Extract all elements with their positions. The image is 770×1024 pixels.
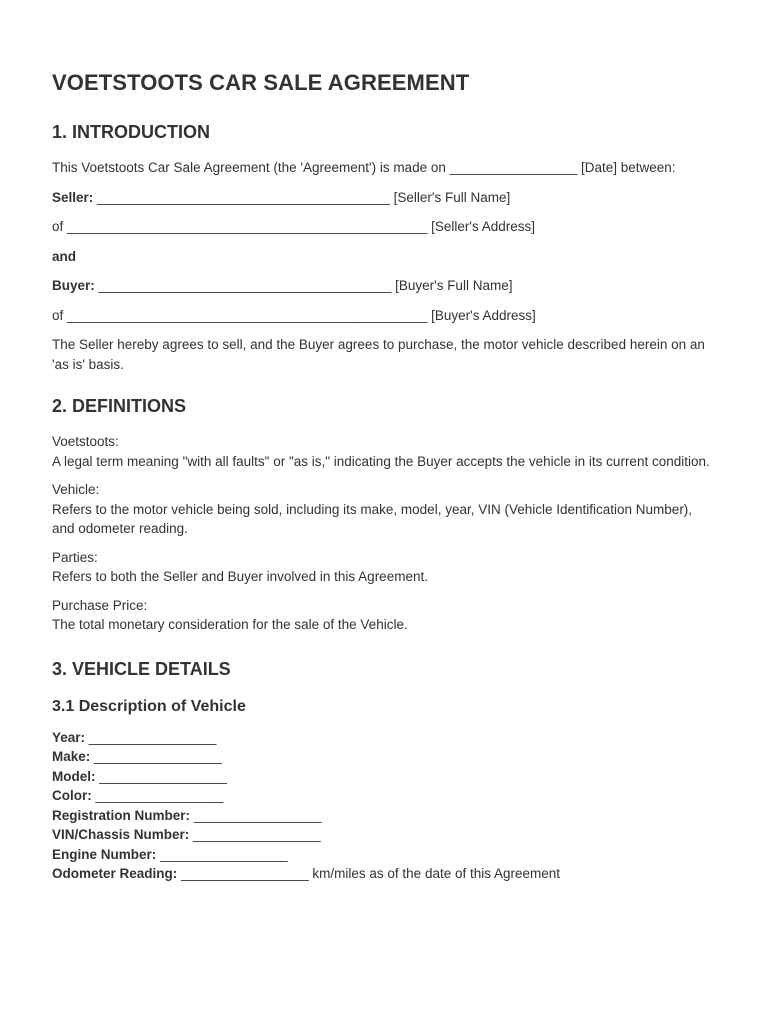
buyer-address-line	[52, 306, 718, 326]
definition-term: Voetstoots:	[52, 434, 119, 449]
definition-item	[52, 480, 718, 539]
definition-item	[52, 548, 718, 587]
field-label: Engine Number:	[52, 846, 157, 862]
buyer-address-blank: ________________________________________________	[63, 307, 428, 323]
field-label: Model:	[52, 768, 96, 784]
field-label: Color:	[52, 788, 92, 803]
definition-item	[52, 432, 718, 471]
field-blank: _________________	[177, 866, 309, 881]
field-label: Odometer Reading:	[52, 866, 178, 881]
intro-date-paragraph	[52, 158, 718, 178]
field-blank: _________________	[91, 788, 224, 803]
field-label: Make:	[52, 749, 91, 764]
vehicle-field-engine	[52, 845, 718, 865]
vehicle-field-year	[52, 728, 718, 748]
definition-term: Parties:	[52, 549, 98, 565]
vehicle-field-color	[52, 786, 718, 806]
definitions-section	[52, 396, 718, 635]
seller-name-line	[52, 188, 718, 208]
vehicle-description-subheading: 3.1 Description of Vehicle	[52, 697, 246, 715]
vehicle-field-odometer	[52, 864, 718, 884]
field-blank: _________________	[190, 807, 322, 823]
seller-name-hint: [Seller's Full Name]	[389, 189, 511, 205]
definition-description: Refers to the motor vehicle being sold, including its make, model, year, VIN (Vehicle Identification Number), and odometer reading.	[52, 501, 693, 536]
definition-term: Vehicle:	[52, 482, 100, 497]
intro-date-text: This Voetstoots Car Sale Agreement (the 'Agreement') is made on	[52, 160, 450, 175]
seller-label: Seller:	[52, 189, 94, 205]
field-blank: _________________	[156, 846, 288, 862]
introduction-section	[52, 122, 718, 374]
date-hint: [Date] between:	[577, 160, 676, 175]
field-suffix: km/miles as of the date of this Agreement	[308, 866, 561, 881]
vehicle-details-heading: 3. VEHICLE DETAILS	[52, 658, 231, 679]
seller-of-label: of	[52, 219, 64, 234]
field-label: VIN/Chassis Number:	[52, 827, 190, 842]
vehicle-field-vin	[52, 825, 718, 845]
vehicle-fields	[52, 728, 718, 884]
vehicle-details-section	[52, 659, 718, 884]
buyer-name-hint: [Buyer's Full Name]	[391, 278, 513, 293]
buyer-of-label: of	[52, 307, 64, 323]
buyer-address-hint: [Buyer's Address]	[427, 307, 536, 323]
seller-address-blank: ________________________________________________	[63, 219, 428, 234]
field-label: Year:	[52, 729, 86, 745]
buyer-label: Buyer:	[52, 278, 95, 293]
field-blank: _________________	[85, 729, 217, 745]
date-blank: _________________	[449, 160, 578, 175]
vehicle-field-model	[52, 767, 718, 787]
seller-address-hint: [Seller's Address]	[427, 219, 536, 234]
vehicle-field-registration	[52, 806, 718, 826]
definition-item	[52, 596, 718, 635]
definition-description: The total monetary consideration for the sale of the Vehicle.	[52, 617, 408, 632]
vehicle-field-make	[52, 747, 718, 767]
buyer-name-line	[52, 276, 718, 296]
definition-term: Purchase Price:	[52, 597, 148, 613]
field-blank: _________________	[90, 749, 222, 764]
buyer-name-blank: _______________________________________	[94, 278, 392, 293]
field-blank: _________________	[189, 827, 321, 842]
seller-address-line	[52, 217, 718, 237]
seller-name-blank: _______________________________________	[93, 189, 390, 205]
definition-description: A legal term meaning "with all faults" or "as is," indicating the Buyer accepts the vehicle in its current condition.	[52, 453, 710, 469]
field-label: Registration Number:	[52, 807, 191, 823]
and-text: and	[52, 248, 77, 264]
agreement-paragraph: The Seller hereby agrees to sell, and the Buyer agrees to purchase, the motor vehicle described herein on an 'as is' basis.	[52, 337, 705, 372]
document-title: VOETSTOOTS CAR SALE AGREEMENT	[52, 70, 470, 95]
definition-description: Refers to both the Seller and Buyer involved in this Agreement.	[52, 569, 428, 584]
field-blank: _________________	[95, 768, 227, 784]
introduction-heading: 1. INTRODUCTION	[52, 122, 211, 142]
definitions-heading: 2. DEFINITIONS	[52, 396, 187, 416]
